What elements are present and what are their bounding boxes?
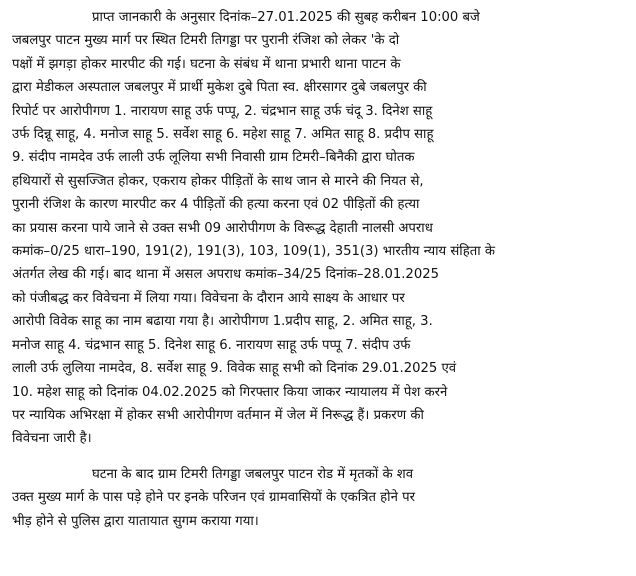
text-line: आरोपी विवेक साहू का नाम बढाया गया है। आरोपीगण 1.प्रदीप साहू, 2. अमित साहू, 3.: [12, 314, 433, 330]
text-line: को पंजीबद्ध कर विवेचना में लिया गया। विवेचना के दौरान आये साक्ष्य के आधार पर: [12, 290, 405, 306]
paragraph-traffic-note: [12, 463, 626, 533]
text-line: उर्फ दिन्नू साहू, 4. मनोज साहू 5. सर्वेश साहू 6. महेश साहू 7. अमित साहू 8. प्रदीप साहू: [12, 127, 434, 143]
text-line: जबलपुर पाटन मुख्य मार्ग पर स्थित टिमरी तिगड्डा पर पुरानी रंजिश को लेकर 'के दो: [12, 33, 400, 49]
text-line: द्वारा मेडीकल अस्पताल जबलपुर में प्रार्थी मुकेश दुबे पिता स्व. क्षीरसागर दुबे जबलपुर की: [12, 80, 427, 96]
text-line: 9. संदीप नामदेव उर्फ लाली उर्फ लूलिया सभी निवासी ग्राम टिमरी–बिनैकी द्वारा घोतक: [12, 150, 415, 166]
text-line: पर न्यायिक अभिरक्षा में होकर सभी आरोपीगण वर्तमान में जेल में निरूद्ध हैं। प्रकरण की: [12, 407, 424, 423]
paragraph-gap: [12, 451, 626, 463]
text-line: मनोज साहू 4. चंद्रभान साहू 5. दिनेश साहू 6. नारायण साहू उर्फ पप्पू 7. संदीप उर्फ: [12, 337, 411, 353]
text-line: भीड़ होने से पुलिस द्वारा यातायात सुगम कराया गया।: [12, 513, 259, 529]
text-line: विवेचना जारी है।: [12, 431, 92, 447]
text-line: पुरानी रंजिश के कारण मारपीट कर 4 पीड़ितों की हत्या करना एवं 02 पीड़ितों की हत्या: [12, 197, 420, 213]
text-line: कमांक–0/25 धारा–190, 191(2), 191(3), 103, 109(1), 351(3) भारतीय न्याय संहिता के: [12, 244, 495, 260]
text-line: उक्त मुख्य मार्ग के पास पड़े होने पर इनके परिजन एवं ग्रामवासियों के एकत्रित होने पर: [12, 490, 415, 506]
paragraph-incident-report: [12, 6, 626, 451]
text-line: हथियारों से सुसज्जित होकर, एकराय होकर पीड़ितों के साथ जान से मारने की नियत से,: [12, 173, 424, 189]
text-line: का प्रयास करना पाये जाने से उक्त सभी 09 आरोपीगण के विरूद्ध देहाती नालसी अपराध: [12, 220, 433, 236]
text-line: घटना के बाद ग्राम टिमरी तिगड्डा जबलपुर पाटन रोड में मृतकों के शव: [92, 466, 414, 482]
text-line: लाली उर्फ लुलिया नामदेव, 8. सर्वेश साहू 9. विवेक साहू सभी को दिनांक 29.01.2025 एवं: [12, 361, 457, 377]
text-line: रिपोर्ट पर आरोपीगण 1. नारायण साहू उर्फ पप्पू, 2. चंद्रभान साहू उर्फ चंदू 3. दिनेश साहू: [12, 103, 433, 119]
text-line: प्राप्त जानकारी के अनुसार दिनांक–27.01.2025 की सुबह करीबन 10:00 बजे: [92, 10, 480, 25]
text-line: अंतर्गत लेख की गई। बाद थाना में असल अपराध कमांक–34/25 दिनांक–28.01.2025: [12, 267, 439, 283]
text-line: 10. महेश साहू को दिनांक 04.02.2025 को गिरफ्तार किया जाकर न्यायालय में पेश करने: [12, 384, 448, 400]
text-line: पक्षों में झगड़ा होकर मारपीट की गई। घटना के संबंध में थाना प्रभारी थाना पाटन के: [12, 56, 401, 72]
